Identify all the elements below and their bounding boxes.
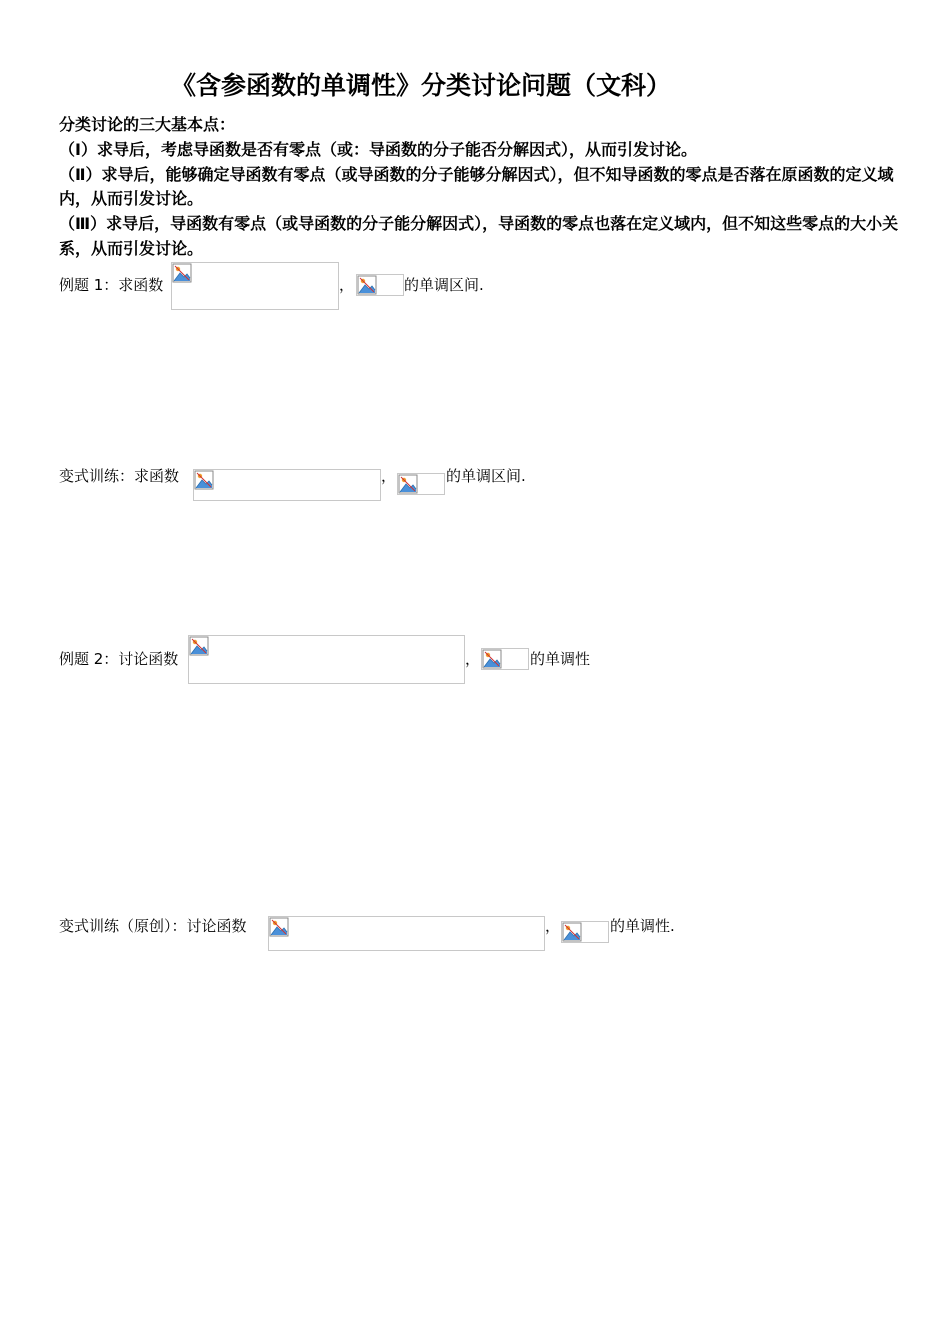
intro-section (59, 113, 899, 262)
intro-point-1: （Ⅰ）求导后，考虑导函数是否有零点（或：导函数的分子能否分解因式），从而引发讨论。 (59, 139, 697, 159)
formula-image (193, 469, 381, 501)
broken-image-icon (269, 917, 289, 937)
formula-image (397, 473, 445, 495)
broken-image-icon (482, 649, 502, 669)
problem-comma: ， (465, 650, 481, 668)
problem-tail: 的单调性. (610, 917, 675, 935)
broken-image-icon (194, 470, 214, 490)
formula-image (356, 274, 404, 296)
broken-image-icon (189, 636, 209, 656)
problem-tail: 的单调性 (530, 650, 591, 668)
broken-image-icon (172, 263, 192, 283)
problem-tail: 的单调区间. (404, 276, 484, 294)
intro-point-3: （Ⅲ）求导后，导函数有零点（或导函数的分子能分解因式），导函数的零点也落在定义域内，但不知这些零点的大小关系，从而引发讨论。 (59, 214, 899, 258)
intro-point-2: （Ⅱ）求导后，能够确定导函数有零点（或导函数的分子能够分解因式），但不知导函数的零点是否落在原函数的定义域内，从而引发讨论。 (59, 164, 894, 209)
problem-lead: 变式训练（原创）：讨论函数 (59, 917, 247, 935)
intro-heading: 分类讨论的三大基本点： (59, 115, 236, 134)
formula-image (268, 916, 545, 951)
broken-image-icon (562, 922, 582, 942)
formula-image (171, 262, 339, 310)
broken-image-icon (398, 474, 418, 494)
formula-image (481, 648, 529, 670)
problem-tail: 的单调区间. (446, 467, 526, 485)
problem-lead: 例题 1：求函数 (59, 276, 164, 294)
formula-image (188, 635, 465, 684)
problem-comma: ， (339, 276, 355, 294)
problem-comma: ， (545, 917, 561, 935)
problem-lead: 变式训练：求函数 (59, 467, 180, 485)
page-title: 《含参函数的单调性》分类讨论问题（文科） (170, 71, 671, 100)
formula-image (561, 921, 609, 943)
problem-lead: 例题 2：讨论函数 (59, 650, 179, 668)
broken-image-icon (357, 275, 377, 295)
problem-comma: ， (381, 467, 397, 485)
